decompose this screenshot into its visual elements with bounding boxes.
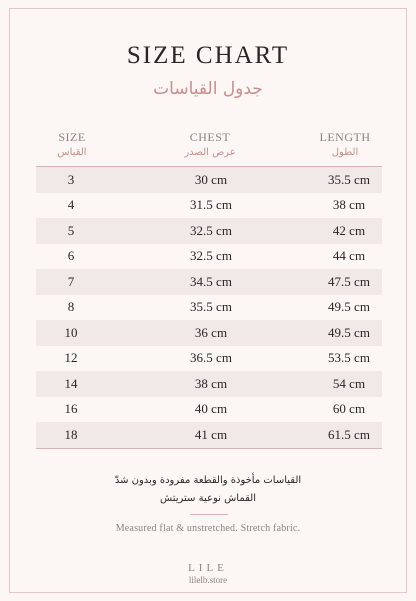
cell-chest: 34.5 cm (190, 273, 232, 289)
cell-length: 53.5 cm (328, 350, 370, 366)
cell-length: 44 cm (332, 248, 366, 264)
table-row (36, 371, 382, 397)
column-header-chest-ar: عرض الصدر (184, 147, 236, 158)
column-header-chest (160, 130, 260, 158)
column-header-chest-en: CHEST (189, 130, 231, 144)
size-table (36, 167, 382, 448)
table-row (36, 346, 382, 372)
cell-size: 4 (67, 197, 75, 213)
column-header-length-ar: الطول (331, 147, 359, 158)
column-header-length (300, 130, 390, 158)
cell-size: 7 (67, 273, 75, 289)
table-bottom-rule (36, 448, 382, 449)
cell-chest: 35.5 cm (190, 299, 232, 315)
table-row (36, 167, 382, 193)
cell-size: 18 (64, 426, 78, 442)
cell-length: 60 cm (332, 401, 366, 417)
table-row (36, 218, 382, 244)
cell-size: 3 (67, 171, 75, 187)
cell-length: 49.5 cm (328, 299, 370, 315)
cell-length: 49.5 cm (328, 324, 370, 340)
cell-size: 10 (64, 324, 78, 340)
cell-chest: 41 cm (194, 426, 228, 442)
page-subtitle-arabic: جدول القياسات (153, 79, 263, 99)
page-title: SIZE CHART (126, 42, 290, 69)
table-row (36, 320, 382, 346)
table-row (36, 193, 382, 219)
table-row (36, 244, 382, 270)
cell-chest: 30 cm (194, 171, 228, 187)
column-header-size (40, 130, 104, 158)
cell-chest: 31.5 cm (190, 197, 232, 213)
column-header-size-en: SIZE (58, 130, 86, 144)
note-divider (190, 514, 228, 515)
table-row (36, 422, 382, 448)
column-header-size-ar: القياس (57, 147, 87, 158)
cell-chest: 36 cm (194, 324, 228, 340)
cell-chest: 36.5 cm (190, 350, 232, 366)
cell-length: 54 cm (332, 375, 366, 391)
cell-size: 8 (67, 299, 75, 315)
cell-chest: 38 cm (194, 375, 228, 391)
cell-chest: 32.5 cm (190, 222, 232, 238)
cell-size: 12 (64, 350, 78, 366)
cell-length: 35.5 cm (328, 171, 370, 187)
table-row (36, 269, 382, 295)
cell-size: 14 (64, 375, 78, 391)
cell-chest: 40 cm (194, 401, 228, 417)
brand-url: lilelb.store (188, 575, 228, 585)
cell-size: 5 (67, 222, 75, 238)
note-arabic-line2: القماش نوعية ستريتش (159, 493, 257, 504)
cell-length: 47.5 cm (328, 273, 370, 289)
cell-length: 42 cm (332, 222, 366, 238)
note-arabic-line1: القياسات مأخوذة والقطعة مفرودة وبدون شدّ (114, 475, 302, 486)
cell-chest: 32.5 cm (190, 248, 232, 264)
cell-length: 61.5 cm (328, 426, 370, 442)
cell-size: 16 (64, 401, 78, 417)
table-row (36, 397, 382, 423)
note-english: Measured flat & unstretched. Stretch fabric. (115, 523, 301, 534)
cell-size: 6 (67, 248, 75, 264)
table-row (36, 295, 382, 321)
brand-name: LILE (188, 562, 228, 574)
column-header-length-en: LENGTH (319, 130, 371, 144)
cell-length: 38 cm (332, 197, 366, 213)
